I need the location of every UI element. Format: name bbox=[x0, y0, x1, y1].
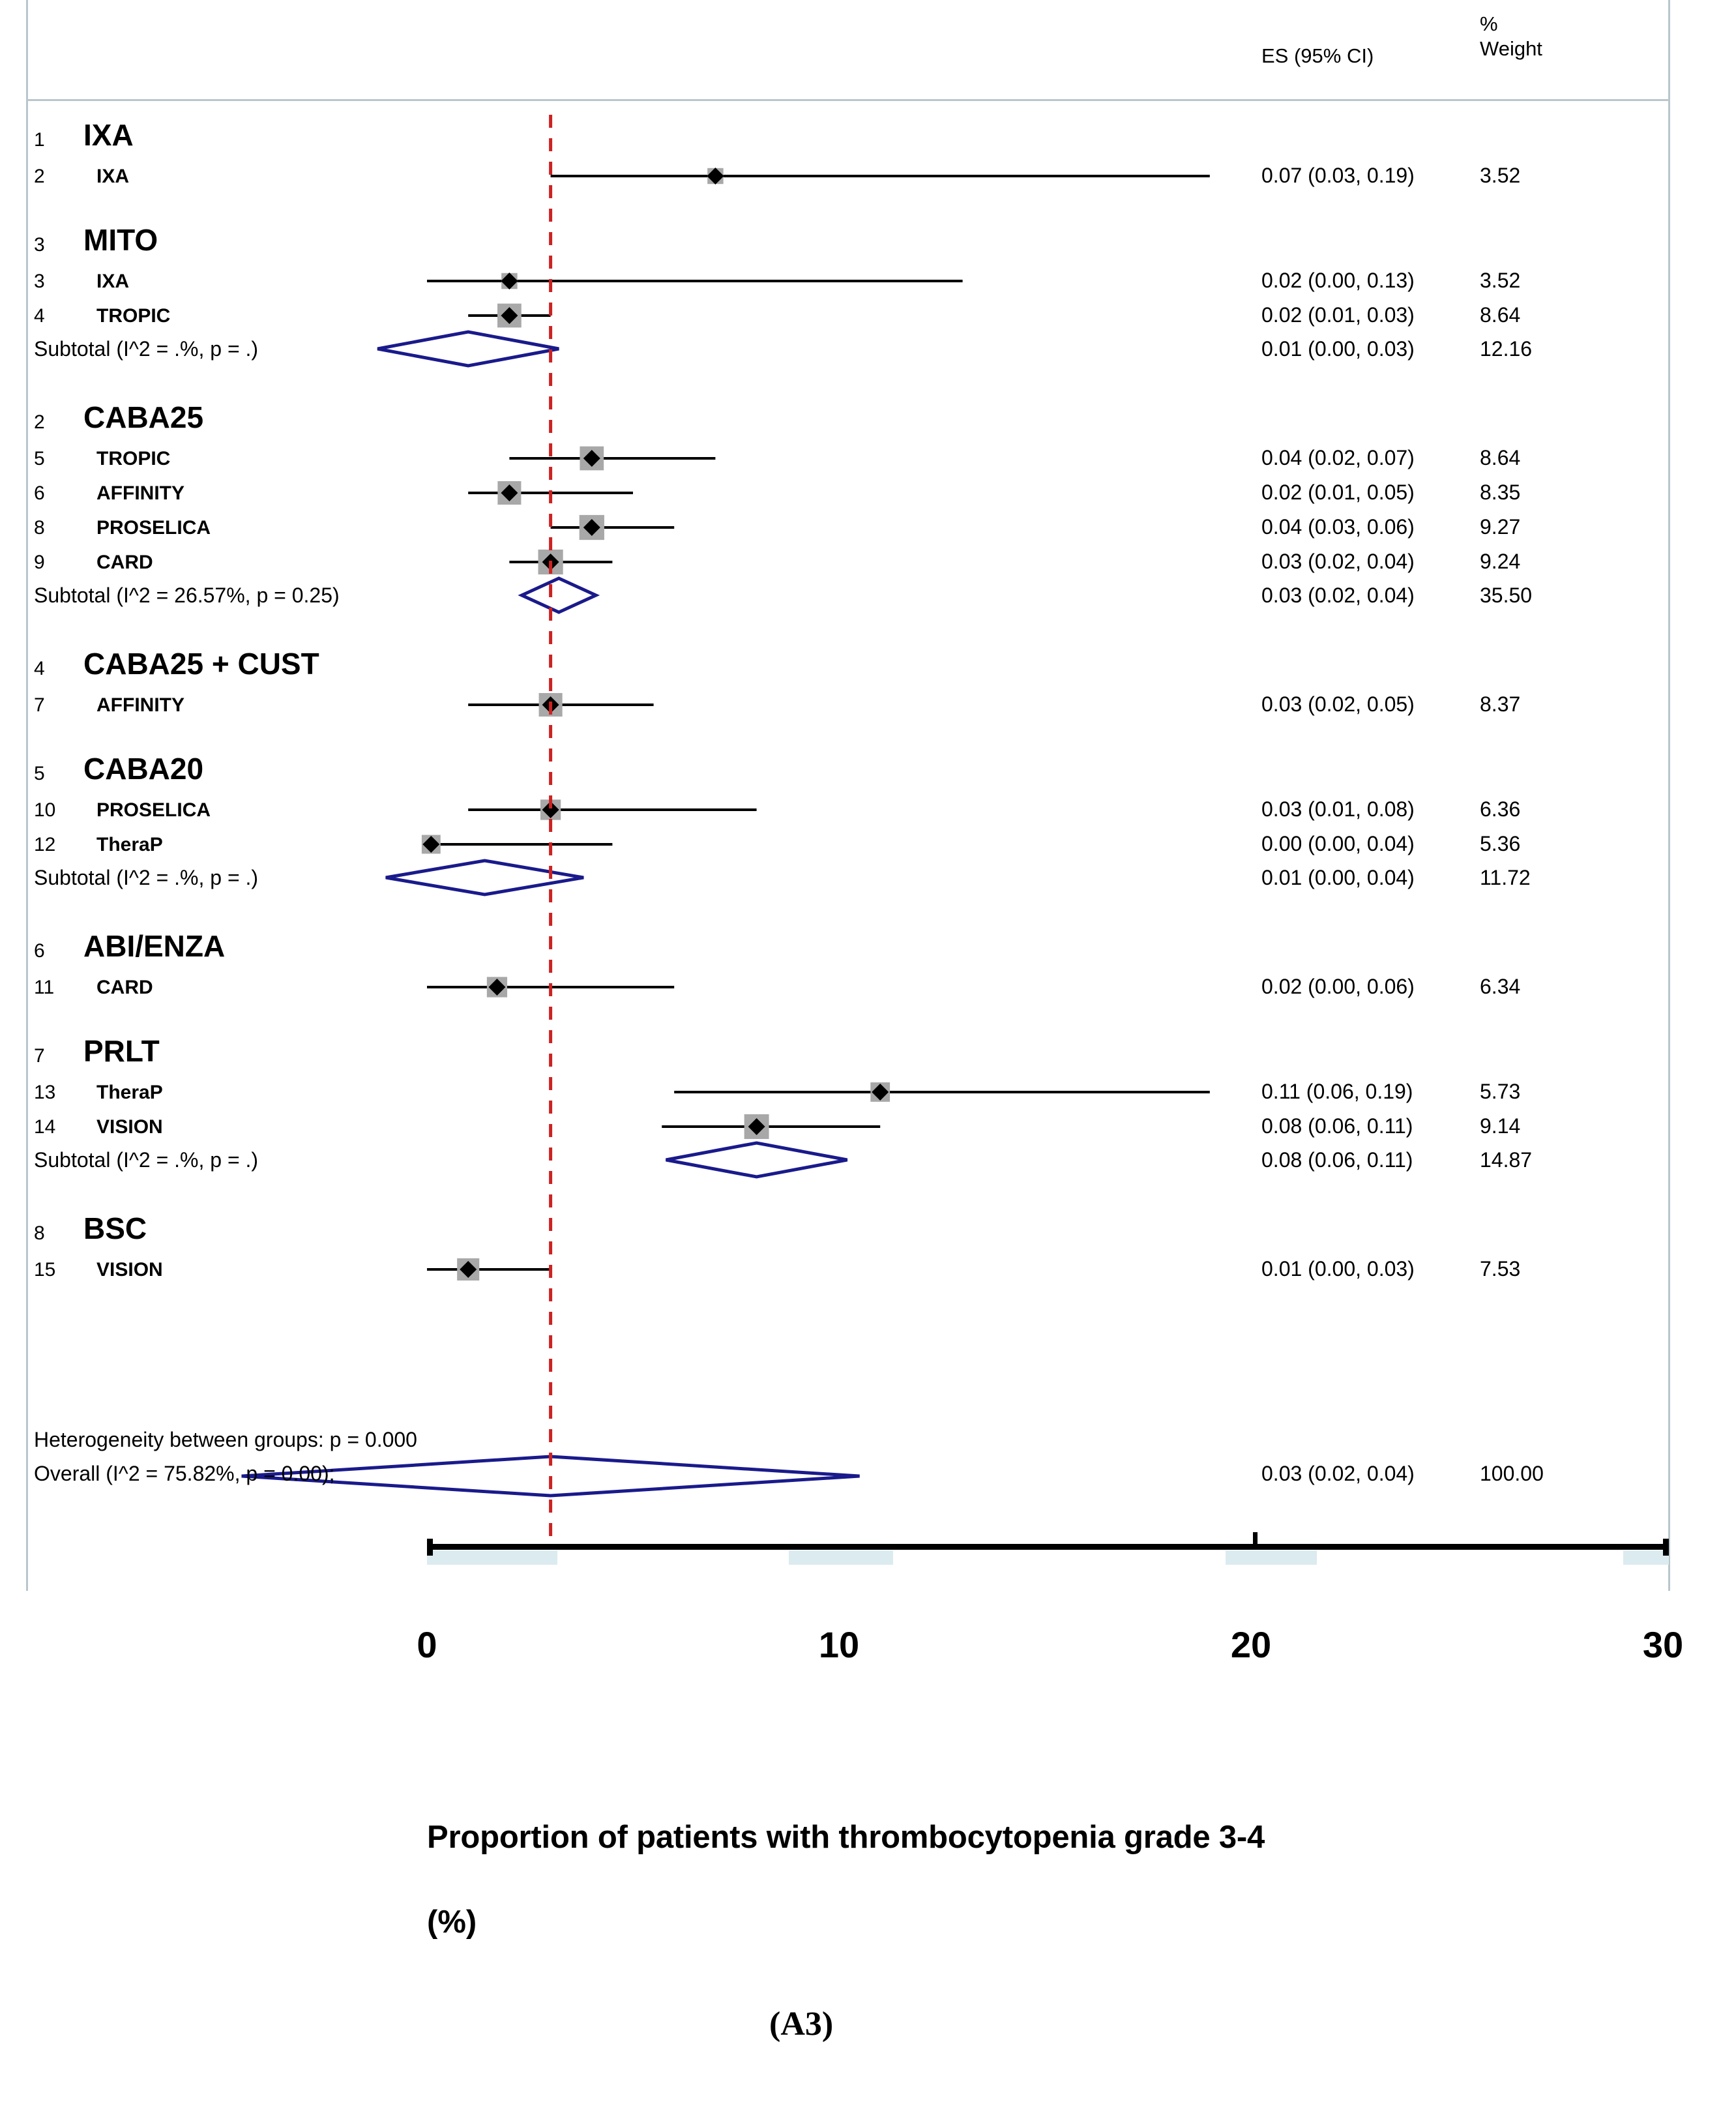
overall-weight-value: 100.00 bbox=[1480, 1462, 1544, 1485]
study-weight-value: 8.64 bbox=[1480, 303, 1521, 327]
x-axis-left-cap bbox=[427, 1539, 433, 1556]
subtotal-es-value: 0.03 (0.02, 0.04) bbox=[1261, 584, 1415, 607]
axis-shadow-2 bbox=[789, 1550, 893, 1565]
group-number-caba25: 2 bbox=[34, 411, 45, 433]
column-header-es: ES (95% CI) bbox=[1261, 44, 1374, 67]
axis-shadow-3 bbox=[1226, 1550, 1317, 1565]
study-weight-value: 5.36 bbox=[1480, 832, 1521, 855]
study-number: 6 bbox=[34, 482, 45, 504]
study-weight-value: 3.52 bbox=[1480, 269, 1521, 292]
study-label: PROSELICA bbox=[96, 517, 211, 539]
study-number: 7 bbox=[34, 694, 45, 716]
study-label: VISION bbox=[96, 1116, 163, 1138]
study-weight-value: 7.53 bbox=[1480, 1257, 1521, 1280]
study-es-value: 0.08 (0.06, 0.11) bbox=[1261, 1114, 1413, 1138]
subtotal-weight-value: 12.16 bbox=[1480, 337, 1533, 361]
group-number-bsc: 8 bbox=[34, 1222, 45, 1244]
study-es-value: 0.02 (0.00, 0.13) bbox=[1261, 269, 1415, 292]
study-weight-value: 9.14 bbox=[1480, 1114, 1521, 1138]
study-es-value: 0.04 (0.02, 0.07) bbox=[1261, 446, 1415, 469]
group-number-caba25-cust: 4 bbox=[34, 658, 45, 679]
group-number-caba20: 5 bbox=[34, 763, 45, 784]
subtotal-weight-value: 14.87 bbox=[1480, 1148, 1533, 1172]
study-weight-value: 6.36 bbox=[1480, 797, 1521, 821]
overall-label: Overall (I^2 = 75.82%, p = 0.00); bbox=[34, 1462, 335, 1485]
group-number-abi-enza: 6 bbox=[34, 940, 45, 962]
x-axis-tick-label-10: 10 bbox=[818, 1624, 860, 1665]
group-number-prlt: 7 bbox=[34, 1045, 45, 1067]
axis-shadow-1 bbox=[427, 1550, 557, 1565]
group-label-caba25: CABA25 bbox=[83, 400, 204, 434]
group-label-bsc: BSC bbox=[83, 1211, 147, 1245]
x-axis-tick-label-20: 20 bbox=[1230, 1624, 1272, 1665]
study-es-value: 0.03 (0.02, 0.04) bbox=[1261, 550, 1415, 573]
group-number-ixa: 1 bbox=[34, 129, 45, 151]
panel-label: (A3) bbox=[769, 2006, 834, 2043]
study-label: TheraP bbox=[96, 1082, 163, 1103]
study-number: 3 bbox=[34, 271, 45, 292]
weight-label: Weight bbox=[1480, 37, 1542, 60]
subtotal-es-value: 0.08 (0.06, 0.11) bbox=[1261, 1148, 1413, 1172]
study-es-value: 0.02 (0.01, 0.03) bbox=[1261, 303, 1415, 327]
study-es-value: 0.03 (0.02, 0.05) bbox=[1261, 692, 1415, 716]
group-label-abi-enza: ABI/ENZA bbox=[83, 929, 226, 963]
study-label: CARD bbox=[96, 552, 153, 573]
study-label: TheraP bbox=[96, 834, 163, 855]
subtotal-label: Subtotal (I^2 = .%, p = .) bbox=[34, 1148, 259, 1172]
subtotal-label: Subtotal (I^2 = 26.57%, p = 0.25) bbox=[34, 584, 340, 607]
study-label: CARD bbox=[96, 977, 153, 998]
study-weight-value: 9.24 bbox=[1480, 550, 1521, 573]
study-label: PROSELICA bbox=[96, 799, 211, 821]
study-weight-value: 5.73 bbox=[1480, 1080, 1521, 1103]
axis-shadow-4 bbox=[1623, 1550, 1669, 1565]
study-label: TROPIC bbox=[96, 448, 171, 469]
x-axis-right-cap bbox=[1663, 1539, 1669, 1556]
study-number: 5 bbox=[34, 448, 45, 469]
percent-symbol: % bbox=[1480, 12, 1498, 35]
x-axis-tick-label-30: 30 bbox=[1642, 1624, 1684, 1665]
x-axis-tick-label-0: 0 bbox=[417, 1624, 437, 1665]
study-weight-value: 3.52 bbox=[1480, 164, 1521, 187]
group-number-mito: 3 bbox=[34, 234, 45, 256]
study-label: VISION bbox=[96, 1259, 163, 1280]
study-number: 14 bbox=[34, 1116, 56, 1138]
group-label-prlt: PRLT bbox=[83, 1034, 160, 1068]
study-number: 10 bbox=[34, 799, 56, 821]
subtotal-es-value: 0.01 (0.00, 0.04) bbox=[1261, 866, 1415, 889]
study-es-value: 0.00 (0.00, 0.04) bbox=[1261, 832, 1415, 855]
study-number: 9 bbox=[34, 552, 45, 573]
study-number: 12 bbox=[34, 834, 56, 855]
study-es-value: 0.01 (0.00, 0.03) bbox=[1261, 1257, 1415, 1280]
study-es-value: 0.02 (0.00, 0.06) bbox=[1261, 975, 1415, 998]
study-number: 15 bbox=[34, 1259, 56, 1280]
study-number: 4 bbox=[34, 305, 45, 327]
study-number: 2 bbox=[34, 166, 45, 187]
group-label-ixa: IXA bbox=[83, 118, 134, 152]
study-weight-value: 8.64 bbox=[1480, 446, 1521, 469]
study-es-value: 0.04 (0.03, 0.06) bbox=[1261, 515, 1415, 539]
group-label-mito: MITO bbox=[83, 223, 158, 257]
study-number: 8 bbox=[34, 517, 45, 539]
heterogeneity-note: Heterogeneity between groups: p = 0.000 bbox=[34, 1428, 417, 1451]
subtotal-weight-value: 11.72 bbox=[1480, 866, 1531, 889]
x-axis-title-line2: (%) bbox=[427, 1904, 477, 1940]
group-label-caba20: CABA20 bbox=[83, 752, 204, 786]
study-number: 11 bbox=[34, 977, 55, 998]
study-weight-value: 6.34 bbox=[1480, 975, 1521, 998]
study-es-value: 0.11 (0.06, 0.19) bbox=[1261, 1080, 1413, 1103]
study-label: IXA bbox=[96, 166, 130, 187]
subtotal-es-value: 0.01 (0.00, 0.03) bbox=[1261, 337, 1415, 361]
study-number: 13 bbox=[34, 1082, 56, 1103]
subtotal-label: Subtotal (I^2 = .%, p = .) bbox=[34, 866, 259, 889]
x-axis-title-line1: Proportion of patients with thrombocytopenia grade 3-4 bbox=[427, 1820, 1265, 1855]
group-label-caba25-cust: CABA25 + CUST bbox=[83, 647, 319, 681]
study-label: IXA bbox=[96, 271, 130, 292]
study-weight-value: 8.37 bbox=[1480, 692, 1521, 716]
x-axis-tick-20 bbox=[1253, 1532, 1258, 1544]
study-label: AFFINITY bbox=[96, 694, 184, 716]
subtotal-label: Subtotal (I^2 = .%, p = .) bbox=[34, 337, 259, 361]
study-label: AFFINITY bbox=[96, 482, 184, 504]
study-weight-value: 9.27 bbox=[1480, 515, 1521, 539]
study-es-value: 0.03 (0.01, 0.08) bbox=[1261, 797, 1415, 821]
study-weight-value: 8.35 bbox=[1480, 481, 1521, 504]
x-axis-line bbox=[427, 1544, 1669, 1550]
study-label: TROPIC bbox=[96, 305, 171, 327]
study-es-value: 0.02 (0.01, 0.05) bbox=[1261, 481, 1415, 504]
subtotal-weight-value: 35.50 bbox=[1480, 584, 1533, 607]
study-es-value: 0.07 (0.03, 0.19) bbox=[1261, 164, 1415, 187]
overall-es-value: 0.03 (0.02, 0.04) bbox=[1261, 1462, 1415, 1485]
